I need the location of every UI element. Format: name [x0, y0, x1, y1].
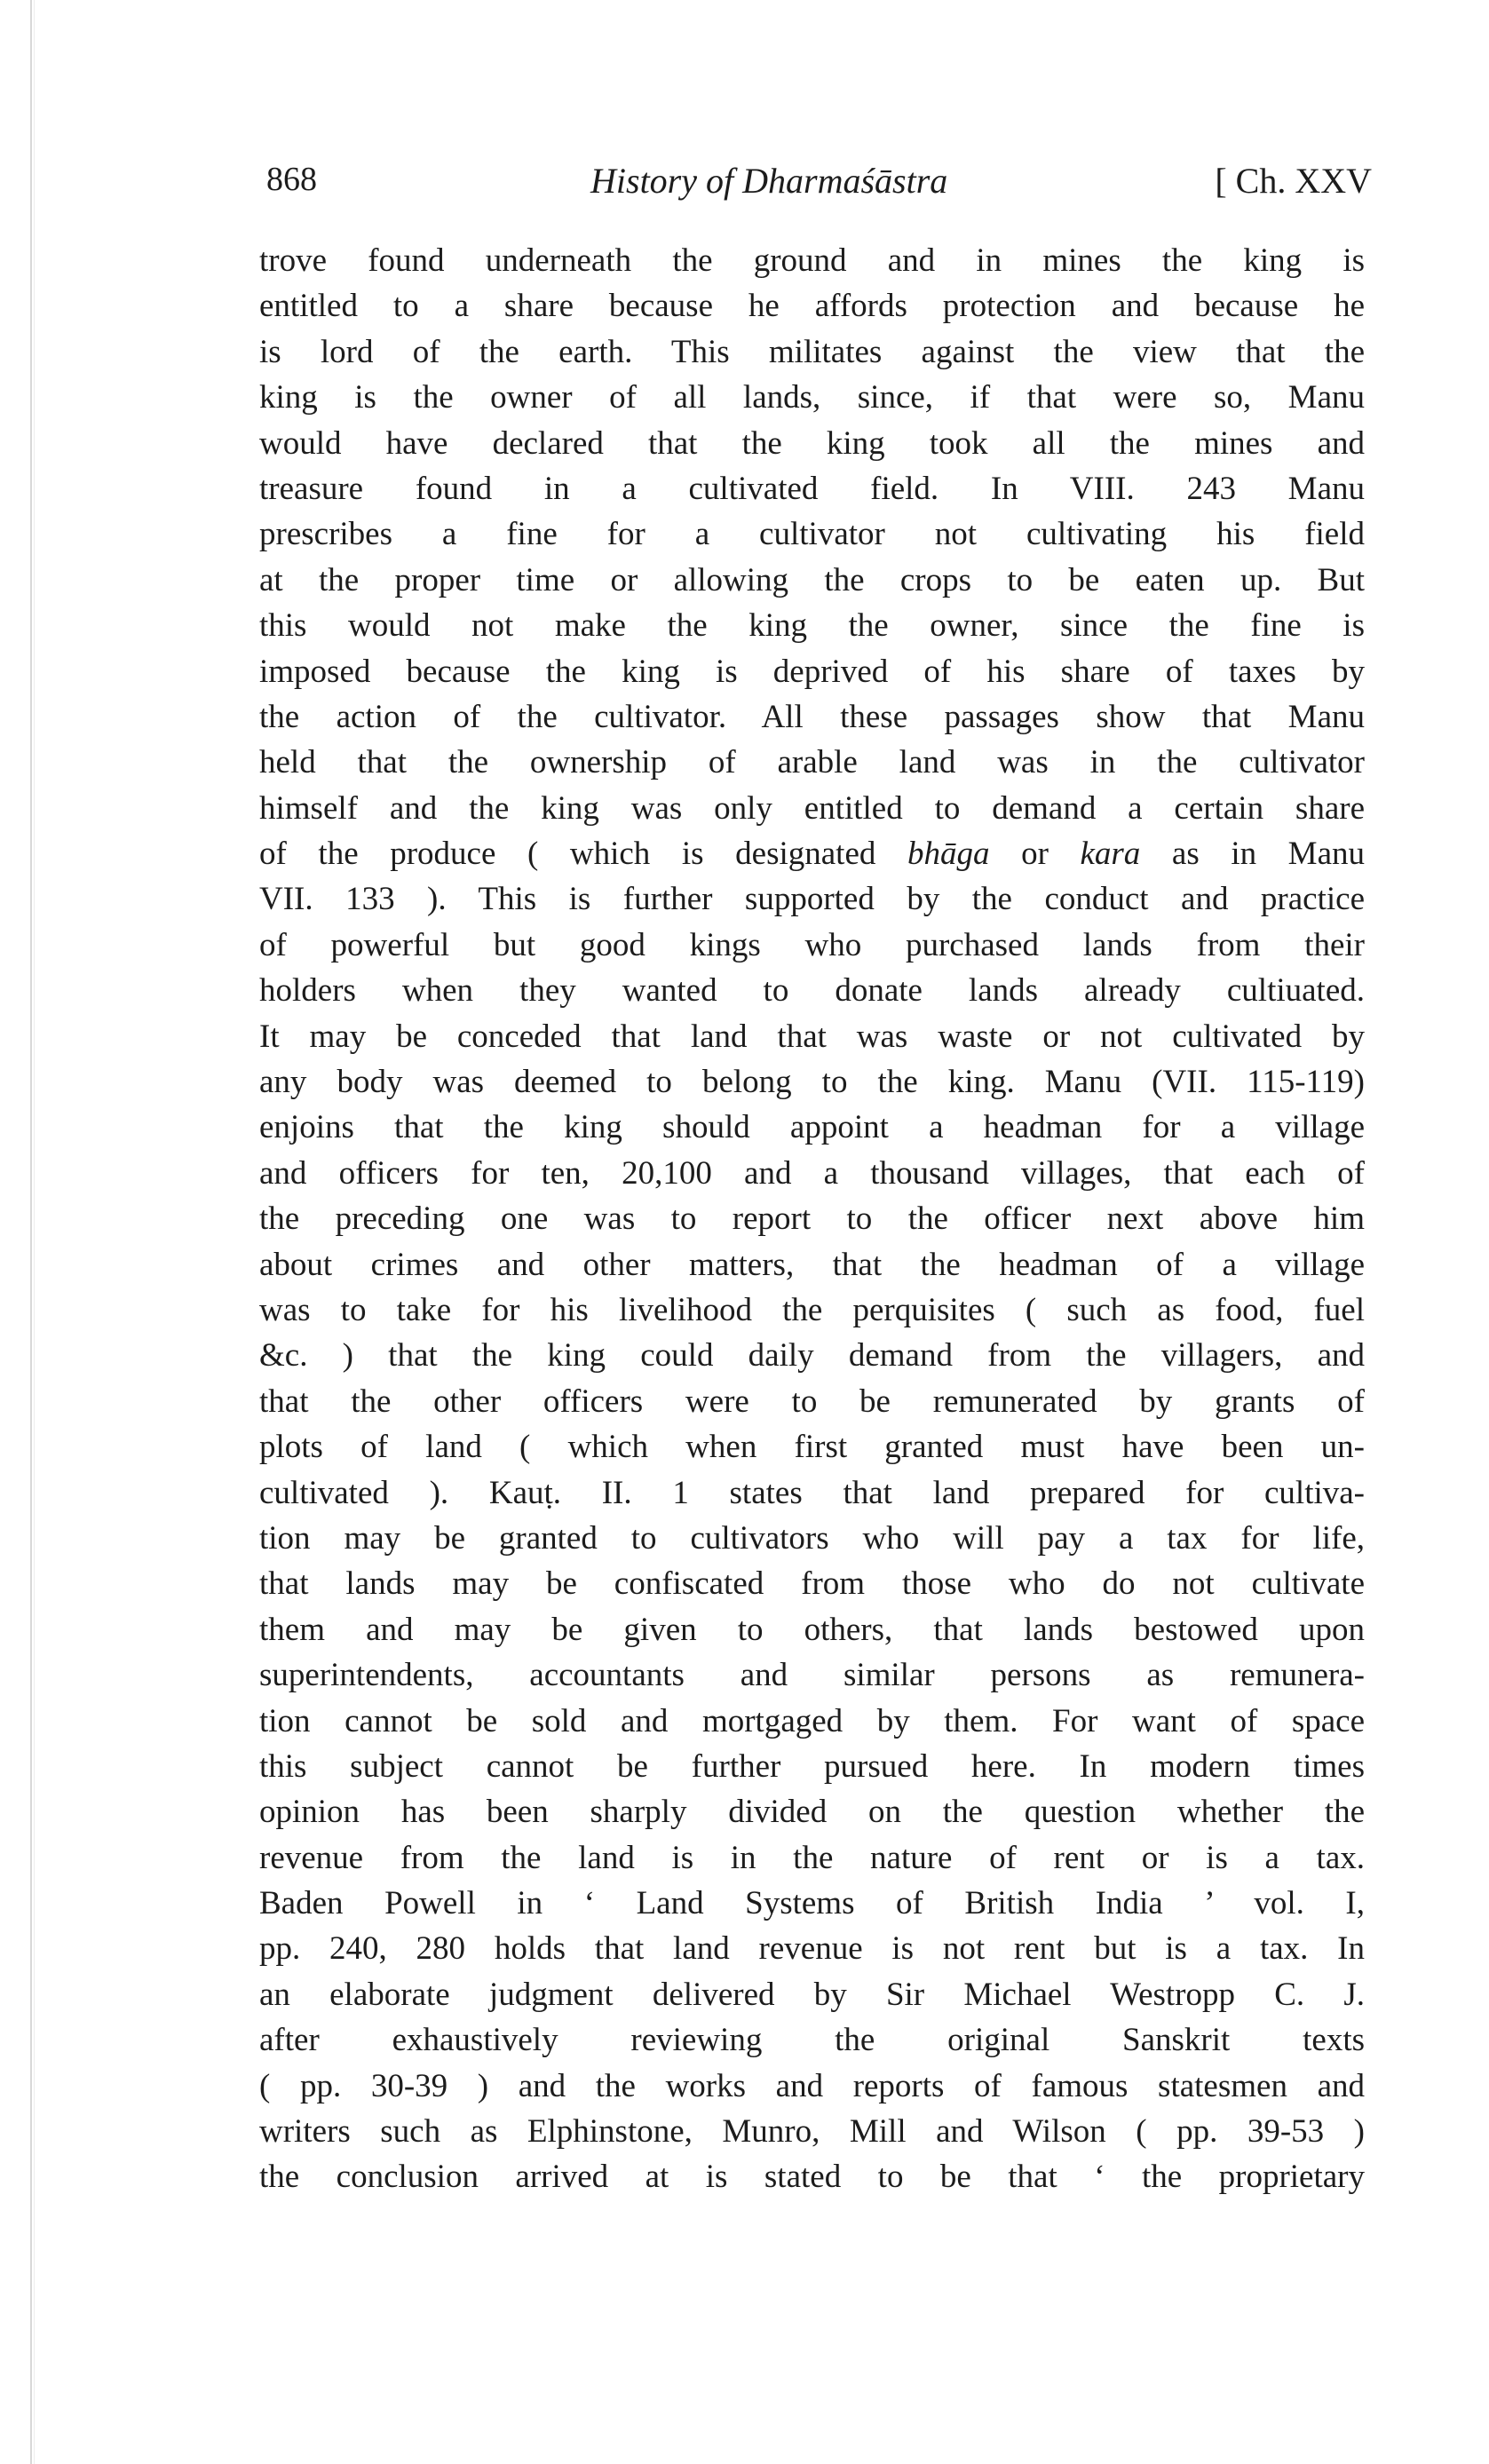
text-line: imposed because the king is deprived of his share of taxes by	[259, 653, 1365, 690]
body-text	[259, 238, 1365, 2200]
text-line: the preceding one was to report to the officer next above him	[259, 1200, 1365, 1238]
line14-part-a: of the produce ( which is designated	[259, 836, 876, 873]
text-line: the action of the cultivator. All these passages show that Manu	[259, 698, 1365, 735]
scan-edge-line	[30, 0, 32, 2464]
chapter-label: [ Ch. XXV	[1215, 161, 1372, 201]
text-line: It may be conceded that land that was waste or not cultivated by	[259, 1018, 1365, 1055]
text-line: revenue from the land is in the nature of rent or is a tax.	[259, 1839, 1365, 1876]
text-line-with-italics	[259, 831, 1365, 876]
text-line: pp. 240, 280 holds that land revenue is not rent but is a tax. In	[259, 1930, 1365, 1968]
text-line: tion cannot be sold and mortgaged by them. For want of space	[259, 1702, 1365, 1739]
text-line: is lord of the earth. This militates against the view that the	[259, 333, 1365, 370]
scan-edge-line-secondary	[34, 0, 35, 2464]
text-line: himself and the king was only entitled to demand a certain share	[259, 789, 1365, 827]
text-line: enjoins that the king should appoint a headman for a village	[259, 1109, 1365, 1146]
text-line: at the proper time or allowing the crops to be eaten up. But	[259, 561, 1365, 598]
line14-part-e: as in Manu	[1171, 836, 1365, 873]
text-line: writers such as Elphinstone, Munro, Mill and Wilson ( pp. 39-53 )	[259, 2113, 1365, 2151]
text-line: VII. 133 ). This is further supported by the conduct and practice	[259, 881, 1365, 918]
text-line: this would not make the king the owner, since the fine is	[259, 607, 1365, 645]
text-line: ( pp. 30-39 ) and the works and reports of famous statesmen and	[259, 2067, 1365, 2104]
text-line: trove found underneath the ground and in mines the king is	[259, 242, 1365, 279]
term-kara: kara	[1080, 836, 1141, 873]
text-line: would have declared that the king took all the mines and	[259, 424, 1365, 462]
text-line: that the other officers were to be remunerated by grants of	[259, 1383, 1365, 1420]
text-line: any body was deemed to belong to the king. Manu (VII. 115-119)	[259, 1064, 1365, 1101]
text-line: tion may be granted to cultivators who will pay a tax for life,	[259, 1519, 1365, 1557]
text-line: and officers for ten, 20,100 and a thousand villages, that each of	[259, 1154, 1365, 1192]
term-bhaga: bhāga	[907, 836, 990, 873]
text-line: &c. ) that the king could daily demand from the villagers, and	[259, 1337, 1365, 1375]
text-line: superintendents, accountants and similar persons as remunera-	[259, 1657, 1365, 1694]
line14-part-c: or	[1021, 836, 1049, 873]
text-line: that lands may be confiscated from those who do not cultivate	[259, 1565, 1365, 1603]
text-line: was to take for his livelihood the perquisites ( such as food, fuel	[259, 1291, 1365, 1328]
text-line: the conclusion arrived at is stated to be that ‘ the proprietary	[259, 2159, 1365, 2196]
text-line: about crimes and other matters, that the headman of a village	[259, 1246, 1365, 1283]
text-line: plots of land ( which when first granted must have been un-	[259, 1429, 1365, 1466]
text-line: holders when they wanted to donate lands already cultiuated.	[259, 972, 1365, 1010]
text-line: cultivated ). Kauṭ. II. 1 states that land prepared for cultiva-	[259, 1474, 1365, 1511]
text-line: an elaborate judgment delivered by Sir Michael Westropp C. J.	[259, 1976, 1365, 2013]
text-line: entitled to a share because he affords protection and because he	[259, 288, 1365, 325]
text-line: treasure found in a cultivated field. In VIII. 243 Manu	[259, 470, 1365, 507]
page-number: 868	[266, 161, 317, 198]
text-line: after exhaustively reviewing the original Sanskrit texts	[259, 2022, 1365, 2059]
text-line: Baden Powell in ‘ Land Systems of British India ’ vol. I,	[259, 1885, 1365, 1922]
text-line: king is the owner of all lands, since, if that were so, Manu	[259, 379, 1365, 416]
text-line: opinion has been sharply divided on the question whether the	[259, 1794, 1365, 1831]
text-line: them and may be given to others, that lands bestowed upon	[259, 1611, 1365, 1648]
text-line: this subject cannot be further pursued here. In modern times	[259, 1747, 1365, 1785]
text-line: of powerful but good kings who purchased lands from their	[259, 926, 1365, 963]
page-header	[266, 160, 1372, 213]
text-line: held that the ownership of arable land was in the cultivator	[259, 744, 1365, 781]
running-title: History of Dharmaśāstra	[590, 161, 948, 201]
text-line: prescribes a fine for a cultivator not cultivating his field	[259, 516, 1365, 553]
